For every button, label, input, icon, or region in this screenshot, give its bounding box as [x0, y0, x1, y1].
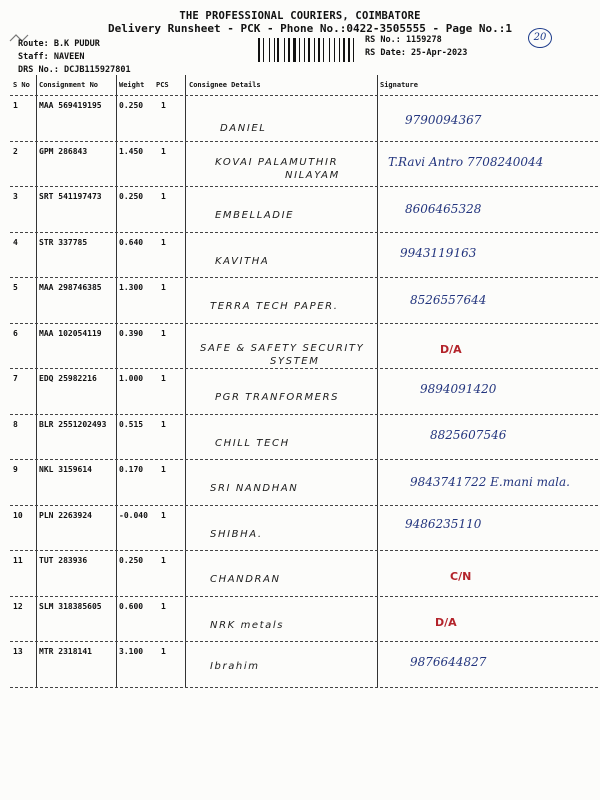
consignee-name: SRI NANDHAN	[210, 483, 299, 494]
pcs-value: 1	[161, 192, 166, 201]
rs-block	[365, 34, 467, 60]
consignment-number: EDQ 25982216	[39, 374, 97, 383]
weight-value: 0.170	[119, 465, 144, 474]
col-header-weight: Weight	[119, 81, 145, 89]
barcode	[258, 38, 358, 62]
route-staff-block	[18, 38, 131, 77]
row-divider	[10, 687, 598, 688]
signature-text: D/A	[440, 342, 462, 356]
weight-value: 1.450	[119, 146, 144, 156]
consignee-name: TERRA TECH PAPER.	[210, 301, 339, 312]
consignee-name: KAVITHA	[215, 255, 270, 267]
rs-number: RS No.: 1159278	[365, 35, 442, 45]
row-sno: 9	[13, 465, 18, 474]
weight-value: -0.040	[119, 510, 148, 520]
consignee-name: CHANDRAN	[210, 574, 281, 585]
table-row	[10, 232, 598, 278]
row-sno: 5	[13, 283, 18, 292]
col-header-consignee: Consignee Details	[189, 81, 261, 89]
table-row	[10, 505, 598, 551]
consignment-number: NKL 3159614	[39, 465, 92, 474]
weight-value: 0.250	[119, 101, 144, 110]
consignment-number: SRT 541197473	[39, 192, 102, 201]
weight-value: 0.640	[119, 237, 144, 247]
pcs-value: 1	[161, 647, 166, 656]
col-header-pcs: PCS	[156, 81, 169, 89]
signature-text: 8606465328	[405, 202, 482, 216]
pcs-value: 1	[161, 510, 166, 520]
table-row	[10, 550, 598, 596]
consignment-number: TUT 283936	[39, 556, 88, 565]
row-sno: 13	[13, 647, 23, 656]
table-row	[10, 141, 598, 187]
weight-value: 0.515	[119, 419, 144, 429]
table-row	[10, 641, 598, 687]
row-sno: 10	[13, 510, 23, 520]
weight-value: 0.250	[119, 192, 144, 201]
consignment-number: MAA 298746385	[39, 283, 102, 292]
table-row	[10, 95, 598, 141]
row-sno: 1	[13, 101, 18, 110]
table-row	[10, 459, 598, 505]
pcs-value: 1	[161, 283, 166, 292]
row-sno: 6	[13, 328, 18, 338]
signature-text: 9943119163	[400, 245, 477, 260]
consignee-name-line2: NILAYAM	[285, 169, 340, 181]
pcs-value: 1	[161, 237, 166, 247]
pcs-value: 1	[161, 146, 166, 156]
row-sno: 3	[13, 192, 18, 201]
consignee-name: DANIEL	[220, 123, 267, 134]
signature-text: C/N	[450, 570, 472, 583]
consignee-name: SAFE & SAFETY SECURITY	[200, 342, 365, 354]
weight-value: 1.300	[119, 283, 144, 292]
table-row	[10, 368, 598, 414]
pcs-value: 1	[161, 419, 166, 429]
consignee-name: Ibrahim	[210, 661, 260, 672]
consignee-name: KOVAI PALAMUTHIR	[215, 156, 339, 168]
runsheet-title: Delivery Runsheet - PCK - Phone No.:0422-3505555 - Page No.:1	[108, 22, 512, 35]
col-header-signature: Signature	[380, 81, 418, 89]
drs-number: DRS No.: DCJB115927801	[18, 65, 131, 75]
delivery-table	[10, 75, 598, 687]
consignment-number: MAA 569419195	[39, 101, 102, 110]
weight-value: 0.600	[119, 601, 144, 611]
consignee-name: SHIBHA.	[210, 528, 263, 540]
weight-value: 0.390	[119, 328, 144, 338]
table-row	[10, 186, 598, 232]
route-text: Route: B.K PUDUR	[18, 39, 100, 49]
signature-text: 8825607546	[430, 427, 507, 442]
consignee-name: NRK metals	[210, 619, 285, 631]
pcs-value: 1	[161, 328, 166, 338]
consignment-number: GPM 286843	[39, 146, 88, 156]
consignment-number: SLM 318385605	[39, 601, 102, 611]
pcs-value: 1	[161, 556, 166, 565]
table-row	[10, 277, 598, 323]
consignment-number: PLN 2263924	[39, 510, 92, 520]
consignment-number: MAA 102054119	[39, 328, 102, 338]
row-sno: 4	[13, 237, 18, 247]
weight-value: 0.250	[119, 556, 144, 565]
signature-text: 9790094367	[405, 113, 482, 127]
rs-date: RS Date: 25-Apr-2023	[365, 48, 468, 58]
row-sno: 2	[13, 146, 18, 156]
circled-page-number: 20	[528, 28, 552, 48]
table-row	[10, 323, 598, 369]
consignee-name: EMBELLADIE	[215, 210, 295, 221]
col-header-sno: S No	[13, 81, 30, 89]
pcs-value: 1	[161, 101, 166, 110]
consignee-name: PGR TRANFORMERS	[215, 392, 340, 403]
signature-text: T.Ravi Antro 7708240044	[388, 154, 544, 169]
table-row	[10, 596, 598, 642]
signature-text: 9843741722 E.mani mala.	[410, 475, 570, 489]
signature-text: 9876644827	[410, 655, 487, 669]
signature-text: 9894091420	[420, 382, 497, 396]
consignment-number: MTR 2318141	[39, 647, 92, 656]
signature-text: 8526557644	[410, 293, 487, 307]
signature-text: 9486235110	[405, 516, 482, 531]
pcs-value: 1	[161, 374, 166, 383]
signature-text: D/A	[435, 615, 457, 629]
consignment-number: BLR 2551202493	[39, 419, 107, 429]
col-header-consignment: Consignment No	[39, 81, 99, 89]
weight-value: 1.000	[119, 374, 144, 383]
pcs-value: 1	[161, 465, 166, 474]
weight-value: 3.100	[119, 647, 144, 656]
staff-text: Staff: NAVEEN	[18, 52, 85, 62]
consignee-name: CHILL TECH	[215, 437, 290, 449]
row-sno: 7	[13, 374, 18, 383]
row-sno: 8	[13, 419, 18, 429]
pcs-value: 1	[161, 601, 166, 611]
company-name: THE PROFESSIONAL COURIERS, COIMBATORE	[179, 10, 421, 22]
table-row	[10, 414, 598, 460]
row-sno: 12	[13, 601, 23, 611]
consignment-number: STR 337785	[39, 237, 88, 247]
consignee-name-line2: SYSTEM	[270, 355, 320, 367]
row-sno: 11	[13, 556, 23, 565]
